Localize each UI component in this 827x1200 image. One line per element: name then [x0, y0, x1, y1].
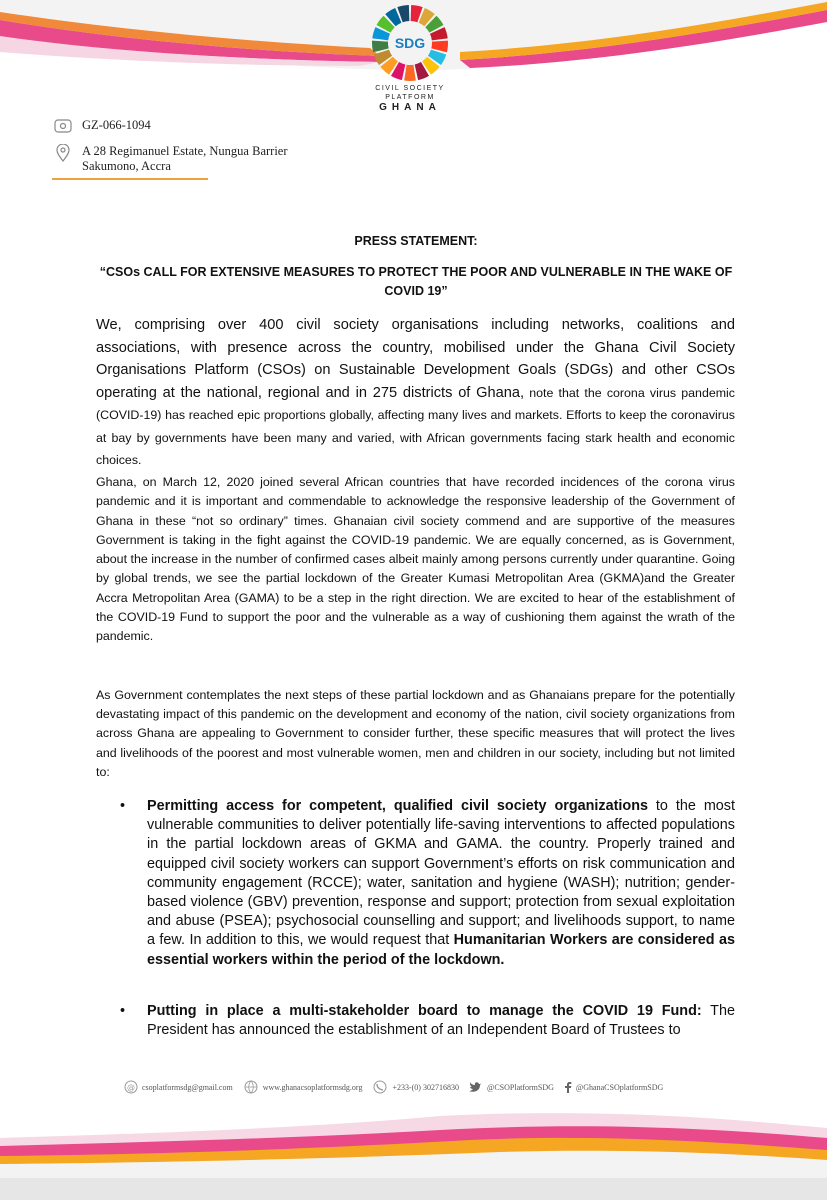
paragraph-1: [96, 314, 735, 472]
footer-website[interactable]: [243, 1080, 363, 1094]
logo-line-2: PLATFORM: [385, 94, 435, 101]
gps-icon: [52, 118, 74, 136]
footer-phone-text: +233-(0) 302716830: [392, 1082, 459, 1092]
footer-twitter[interactable]: [469, 1081, 554, 1093]
logo-caption: [360, 84, 460, 114]
globe-icon: [243, 1080, 259, 1094]
sdg-logo-label: SDG: [394, 35, 426, 51]
footer-email-text: csoplatformsdg@gmail.com: [142, 1082, 233, 1092]
contact-block: [52, 118, 312, 174]
footer-phone[interactable]: [372, 1080, 459, 1094]
paragraph-1-large: We, comprising over 400 civil society organisations including networks, coalitions and associations, with presence across the country, mobilised under the Ghana Civil Society Organisations Platform (CSOs) on Sustainable Development Goals (SDGs) and other CSOs operating at the national, regional and in 275 districts of Ghana,: [96, 317, 735, 401]
bullet-item-1: [120, 797, 735, 970]
bullet-item-2: [120, 1002, 735, 1040]
sdg-wheel-segment: [404, 65, 416, 81]
bullet-1-emphasis: Humanitarian Workers are considered as essential workers within the period of the lockdown.: [147, 932, 735, 968]
press-statement-label: PRESS STATEMENT:: [354, 234, 478, 248]
contact-divider: [52, 178, 208, 180]
sdg-wheel-segment: [431, 41, 448, 53]
footer-contacts: [124, 1080, 724, 1094]
footer-wave-decoration: [0, 1098, 827, 1178]
footer-twitter-text: @CSOPlatformSDG: [486, 1082, 554, 1092]
logo-line-3: GHANA: [379, 102, 441, 113]
bullet-1-lead: Permitting access for competent, qualified civil society organizations: [147, 798, 648, 814]
footer-website-text: www.ghanacsoplatformsdg.org: [262, 1082, 363, 1092]
sdg-wheel-logo: [368, 2, 452, 84]
address-row: [52, 144, 312, 174]
bullet-2-lead: Putting in place a multi-stakeholder board to manage the COVID 19 Fund:: [147, 1003, 702, 1019]
paragraph-2: Ghana, on March 12, 2020 joined several African countries that have recorded incidences of the corona virus pandemic and it is important and commendable to acknowledge the responsive leadership of the Government of Ghana in these “not so ordinary” times. Ghanaian civil society commend and are supportive of the measures Government is taking in the fight against the COVID-19 pandemic. We are equally concerned, as is Government, about the increase in the number of confirmed cases albeit mainly among persons currently under quarantine. Going by global trends, we see the partial lockdown of the Greater Kumasi Metropolitan Area (GKMA)and the Greater Accra Metropolitan Area (GAMA) to be a step in the right direction. We are excited to hear of the establishment of the COVID-19 Fund to support the poor and the vulnerable as a way of cushioning them against the wrath of the pandemic.: [96, 475, 735, 644]
bullet-1-text: to the most vulnerable communities to deliver potentially life-saving interventions to affected populations in the partial lockdown areas of GKMA and GAMA. the country. Properly trained and equipped civil society workers can support Government’s efforts on risk communication and community engagement (RCCE); water, sanitation and hygiene (WASH); nutrition; gender-based violence (GBV) prevention, response and support; protection from sexual exploitation and abuse (PSEA); psychosocial counselling and support; and livelihoods support, to name a few. In addition to this, we would request that: [147, 798, 736, 949]
paragraph-3: As Government contemplates the next steps of these partial lockdown and as Ghanaians prepare for the potentially devastating impact of this pandemic on the development and economy of the nation, civil society organizations from across Ghana are appealing to Government to consider further, these specific measures that will protect the lives and livelihoods of the poorest and most vulnerable women, men and children in our society, including but not limited to:: [96, 688, 735, 779]
bullet-marker: •: [120, 1003, 126, 1019]
footer-facebook[interactable]: [564, 1081, 663, 1093]
address-line-2: Sakumono, Accra: [82, 159, 171, 173]
twitter-icon: [469, 1081, 483, 1093]
email-icon: [124, 1080, 138, 1094]
gps-row: [52, 118, 312, 136]
bullet-marker: •: [120, 798, 126, 814]
sdg-wheel-segment: [372, 41, 389, 53]
headline: “CSOs CALL FOR EXTENSIVE MEASURES TO PROTECT THE POOR AND VULNERABLE IN THE WAKE OF COVID 19”: [99, 265, 733, 298]
location-pin-icon: [52, 144, 74, 162]
paragraph-1-small: note that the corona virus pandemic (COVID-19) has reached epic proportions globally, affecting many lives and markets. Efforts to keep the coronavirus at bay by governments have been many and varied, with African governments facing stark health and economic choices.: [96, 385, 735, 467]
facebook-icon: [564, 1081, 572, 1093]
address-line-1: A 28 Regimanuel Estate, Nungua Barrier: [82, 144, 288, 158]
bullet-2-text: The President has announced the establishment of an Independent Board of Trustees to: [147, 1003, 735, 1039]
svg-text:@: @: [127, 1083, 135, 1092]
footer-facebook-text: @GhanaCSOplatformSDG: [575, 1082, 664, 1092]
phone-icon: [372, 1080, 388, 1094]
gps-address: GZ-066-1094: [82, 118, 151, 132]
logo-line-1: CIVIL SOCIETY: [375, 85, 445, 92]
footer-email[interactable]: [124, 1080, 233, 1094]
